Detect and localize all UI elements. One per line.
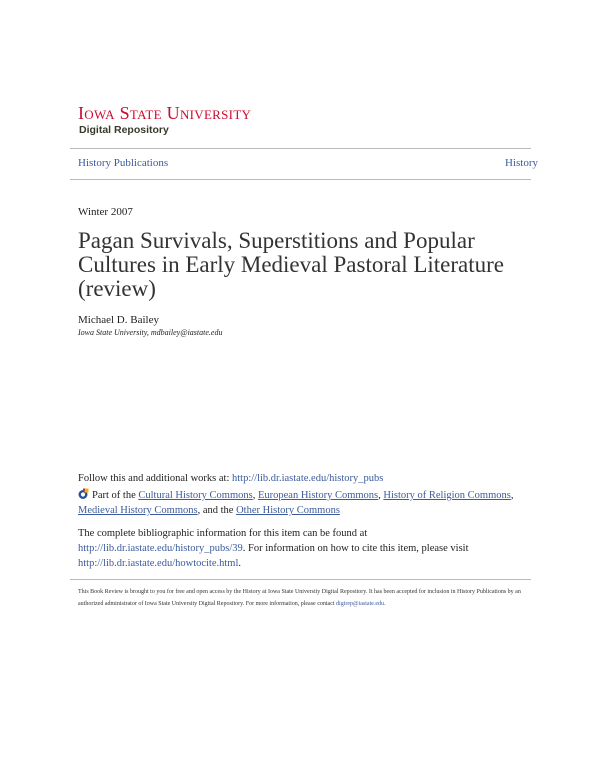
medieval-history-link[interactable]: Medieval History Commons xyxy=(78,505,198,516)
howtocite-link[interactable]: http://lib.dr.iastate.edu/howtocite.html xyxy=(78,558,239,569)
network-icon xyxy=(78,488,89,499)
footer-text: This Book Review is brought to you for free and open access by the History at Iowa State University Digital Repository. It has been accepted for inclusion in History Publications by an authorized administrator of Iowa State University Digital Repository. For more information, please contact xyxy=(78,589,521,607)
divider xyxy=(70,179,531,180)
citation-info xyxy=(78,526,533,571)
other-history-link[interactable]: Other History Commons xyxy=(236,505,340,516)
document-links xyxy=(78,471,533,610)
document-title: Pagan Survivals, Superstitions and Popular Cultures in Early Medieval Pastoral Literature (review) xyxy=(78,228,505,301)
part-of-text: Part of the xyxy=(92,490,139,501)
history-publications-link[interactable]: History Publications xyxy=(78,157,169,169)
document-header xyxy=(78,205,548,338)
separator: , xyxy=(378,490,384,501)
item-link[interactable]: http://lib.dr.iastate.edu/history_pubs/39 xyxy=(78,543,243,554)
follow-text: Follow this and additional works at: xyxy=(78,473,232,484)
footer-text: . xyxy=(384,601,386,607)
publication-date: Winter 2007 xyxy=(78,206,133,218)
citation-text: . For information on how to cite this item, please visit xyxy=(242,543,469,554)
author-affiliation: Iowa State University, mdbailey@iastate.edu xyxy=(78,328,223,337)
history-link[interactable]: History xyxy=(505,157,538,169)
history-of-religion-link[interactable]: History of Religion Commons xyxy=(383,490,511,501)
divider xyxy=(70,148,531,149)
separator: , xyxy=(510,490,514,501)
citation-text: . xyxy=(238,558,242,569)
european-history-link[interactable]: European History Commons xyxy=(257,490,379,501)
collection-link[interactable]: http://lib.dr.iastate.edu/history_pubs xyxy=(232,473,384,484)
cultural-history-link[interactable]: Cultural History Commons xyxy=(138,490,253,501)
follow-line xyxy=(78,471,533,486)
separator: , and the xyxy=(197,505,237,516)
university-logo: Iowa State University xyxy=(78,103,252,123)
citation-text: The complete bibliographic information for this item can be found at xyxy=(78,528,368,539)
separator: , xyxy=(252,490,258,501)
part-of-line xyxy=(78,488,533,518)
divider xyxy=(70,579,531,580)
footer-notice xyxy=(78,586,533,610)
author-name: Michael D. Bailey xyxy=(78,314,159,326)
repository-logo-subtitle: Digital Repository xyxy=(79,124,169,136)
contact-email-link[interactable]: digirep@iastate.edu xyxy=(336,601,385,607)
